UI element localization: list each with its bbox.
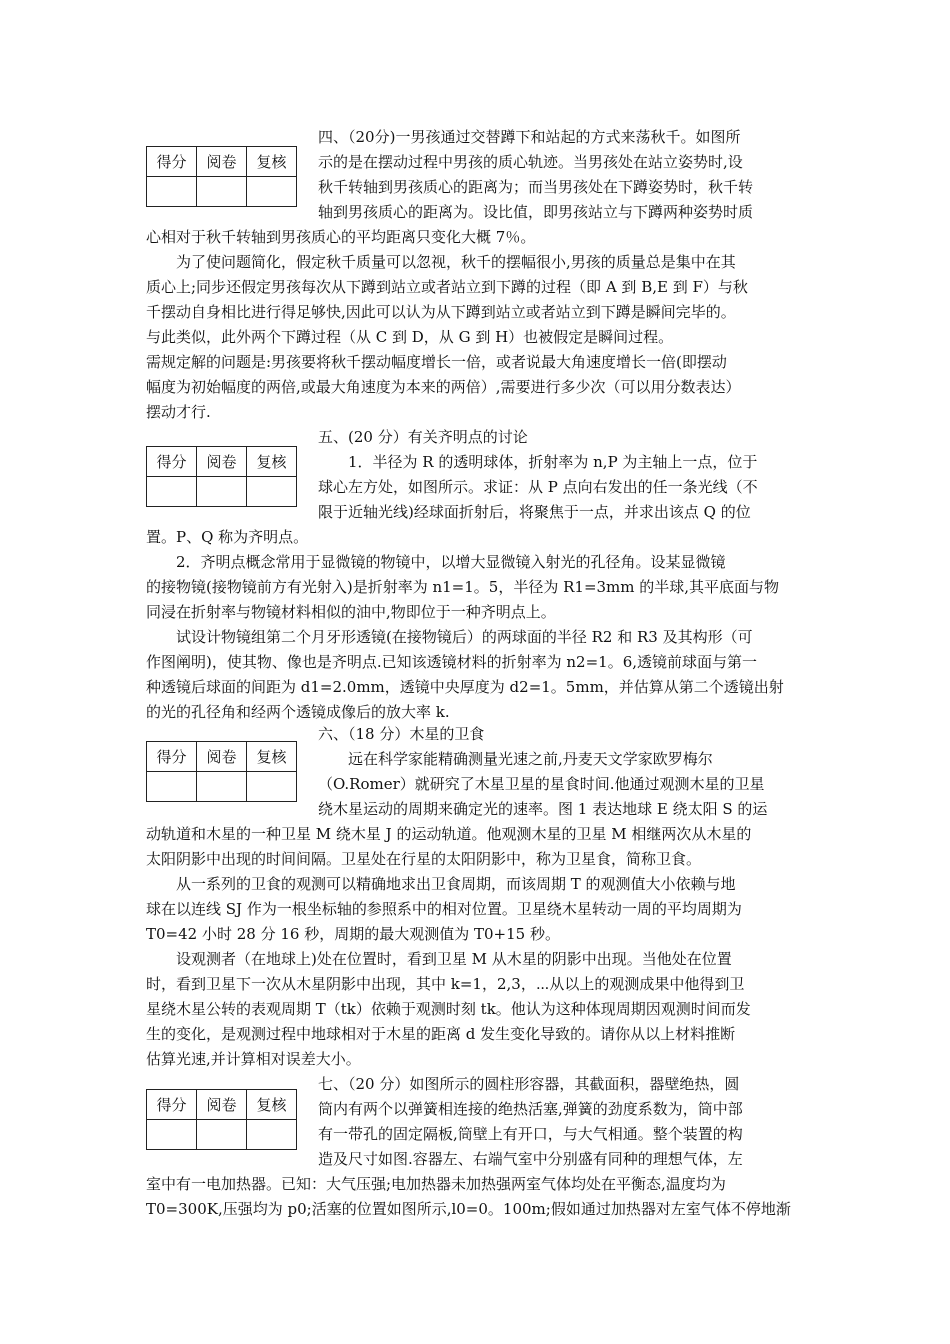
text-line: 估算光速,并计算相对误差大小。 [146, 1050, 361, 1068]
text-line: 与此类似，此外两个下蹲过程（从 C 到 D，从 G 到 H）也被假定是瞬间过程。 [146, 328, 674, 346]
score-header-cell: 阅卷 [197, 742, 247, 772]
text-line: 造及尺寸如图.容器左、右端气室中分别盛有同种的理想气体，左 [318, 1150, 743, 1168]
score-blank-cell [147, 477, 197, 507]
score-blank-cell [197, 177, 247, 207]
text-line: 球心左方处，如图所示。求证：从 P 点向右发出的任一条光线（不 [318, 478, 758, 496]
score-header-cell: 阅卷 [197, 147, 247, 177]
text-line: 筒内有两个以弹簧相连接的绝热活塞,弹簧的劲度系数为，筒中部 [318, 1100, 743, 1118]
text-line: 限于近轴光线)经球面折射后，将聚焦于一点，并求出该点 Q 的位 [318, 503, 751, 521]
text-line: 时，看到卫星下一次从木星阴影中出现，其中 k=1，2,3，⋯从以上的观测成果中他得到卫 [146, 975, 745, 993]
text-line: （O.Romer）就研究了木星卫星的星食时间.他通过观测木星的卫星 [318, 775, 765, 793]
text-line: 远在科学家能精确测量光速之前,丹麦天文学家欧罗梅尔 [348, 750, 713, 768]
text-line: 生的变化，是观测过程中地球相对于木星的距离 d 发生变化导致的。请你从以上材料推断 [146, 1025, 736, 1043]
text-line: T0=42 小时 28 分 16 秒，周期的最大观测值为 T0+15 秒。 [146, 925, 560, 943]
text-line: 有一带孔的固定隔板,筒壁上有开口，与大气相通。整个装置的构 [318, 1125, 743, 1143]
text-line: 示的是在摆动过程中男孩的质心轨迹。当男孩处在站立姿势时,设 [318, 153, 743, 171]
text-line: 轴到男孩质心的距离为。设比值，即男孩站立与下蹲两种姿势时质 [318, 203, 754, 221]
text-line: 摆动才行. [146, 403, 211, 421]
score-blank-cell [247, 1120, 297, 1150]
text-line: 试设计物镜组第二个月牙形透镜(在接物镜后）的两球面的半径 R2 和 R3 及其构形（可 [176, 628, 753, 646]
text-line: 室中有一电加热器。已知：大气压强;电加热器未加热强两室气体均处在平衡态,温度均为 [146, 1175, 726, 1193]
score-blank-cell [147, 1120, 197, 1150]
section-heading: 五、(20 分）有关齐明点的讨论 [318, 428, 528, 446]
text-line: 四、（20分)一男孩通过交替蹲下和站起的方式来荡秋千。如图所 [318, 128, 741, 146]
text-line: 七、（20 分）如图所示的圆柱形容器，其截面积，器壁绝热，圆 [318, 1075, 740, 1093]
score-header-cell: 得分 [147, 1090, 197, 1120]
score-header-cell: 得分 [147, 147, 197, 177]
score-table-q4 [146, 146, 297, 207]
score-blank-cell [197, 772, 247, 802]
text-line: 从一系列的卫食的观测可以精确地求出卫食周期，而该周期 T 的观测值大小依赖与地 [176, 875, 736, 893]
text-line: 质心上;同步还假定男孩每次从下蹲到站立或者站立到下蹲的过程（即 A 到 B,E 到 F）与秋 [146, 278, 748, 296]
score-blank-cell [247, 772, 297, 802]
score-table-q7 [146, 1089, 297, 1150]
text-line: 幅度为初始幅度的两倍,或最大角速度为本来的两倍）,需要进行多少次（可以用分数表达） [146, 378, 741, 396]
score-header-cell: 阅卷 [197, 447, 247, 477]
text-line: 1．半径为 R 的透明球体，折射率为 n,P 为主轴上一点，位于 [348, 453, 758, 471]
text-line: 的光的孔径角和经两个透镜成像后的放大率 k. [146, 703, 450, 721]
text-line: 千摆动自身相比进行得足够快,因此可以认为从下蹲到站立或者站立到下蹲是瞬间完毕的。 [146, 303, 736, 321]
score-header-cell: 复核 [247, 147, 297, 177]
text-line: 秋千转轴到男孩质心的距离为；而当男孩处在下蹲姿势时，秋千转 [318, 178, 754, 196]
text-line: 心相对于秋千转轴到男孩质心的平均距离只变化大概 7％。 [146, 228, 536, 246]
score-header-cell: 复核 [247, 447, 297, 477]
text-line: 动轨道和木星的一种卫星 M 绕木星 J 的运动轨道。他观测木星的卫星 M 相继两次从木星的 [146, 825, 752, 843]
text-line: 种透镜后球面的间距为 d1=2.0mm，透镜中央厚度为 d2=1。5mm，并估算从第二个透镜出射 [146, 678, 784, 696]
text-line: T0=300K,压强均为 p0;活塞的位置如图所示,l0=0。100m;假如通过加热器对左室气体不停地渐 [146, 1200, 791, 1218]
score-blank-cell [247, 477, 297, 507]
score-blank-cell [147, 177, 197, 207]
score-blank-cell [197, 1120, 247, 1150]
score-header-cell: 复核 [247, 1090, 297, 1120]
score-blank-cell [147, 772, 197, 802]
text-line: 设观测者（在地球上)处在位置时，看到卫星 M 从木星的阴影中出现。当他处在位置 [176, 950, 732, 968]
score-blank-cell [197, 477, 247, 507]
score-blank-cell [247, 177, 297, 207]
score-table-q6 [146, 741, 297, 802]
score-header-cell: 阅卷 [197, 1090, 247, 1120]
score-header-cell: 复核 [247, 742, 297, 772]
text-line: 需规定解的问题是:男孩要将秋千摆动幅度增长一倍，或者说最大角速度增长一倍(即摆动 [146, 353, 727, 371]
score-header-cell: 得分 [147, 742, 197, 772]
score-table-q5 [146, 446, 297, 507]
text-line: 绕木星运动的周期来确定光的速率。图 1 表达地球 E 绕太阳 S 的运 [318, 800, 768, 818]
text-line: 球在以连线 SJ 作为一根坐标轴的参照系中的相对位置。卫星绕木星转动一周的平均周期为 [146, 900, 742, 918]
text-line: 为了使问题简化，假定秋千质量可以忽视，秋千的摆幅很小,男孩的质量总是集中在其 [176, 253, 736, 271]
section-heading: 六、（18 分）木星的卫食 [318, 725, 485, 743]
text-line: 2．齐明点概念常用于显微镜的物镜中，以增大显微镜入射光的孔径角。设某显微镜 [176, 553, 726, 571]
text-line: 星绕木星公转的表观周期 T（tk）依赖于观测时刻 tk。他认为这种体现周期因观测时间而发 [146, 1000, 751, 1018]
text-line: 作图阐明)，使其物、像也是齐明点.已知该透镜材料的折射率为 n2=1。6,透镜前球面与第一 [146, 653, 758, 671]
text-line: 同浸在折射率与物镜材料相似的油中,物即位于一种齐明点上。 [146, 603, 556, 621]
text-line: 的接物镜(接物镜前方有光射入)是折射率为 n1=1。5，半径为 R1=3mm 的半球,其平底面与物 [146, 578, 780, 596]
text-line: 置。P、Q 称为齐明点。 [146, 528, 309, 546]
score-header-cell: 得分 [147, 447, 197, 477]
text-line: 太阳阴影中出现的时间间隔。卫星处在行星的太阳阴影中，称为卫星食，简称卫食。 [146, 850, 702, 868]
